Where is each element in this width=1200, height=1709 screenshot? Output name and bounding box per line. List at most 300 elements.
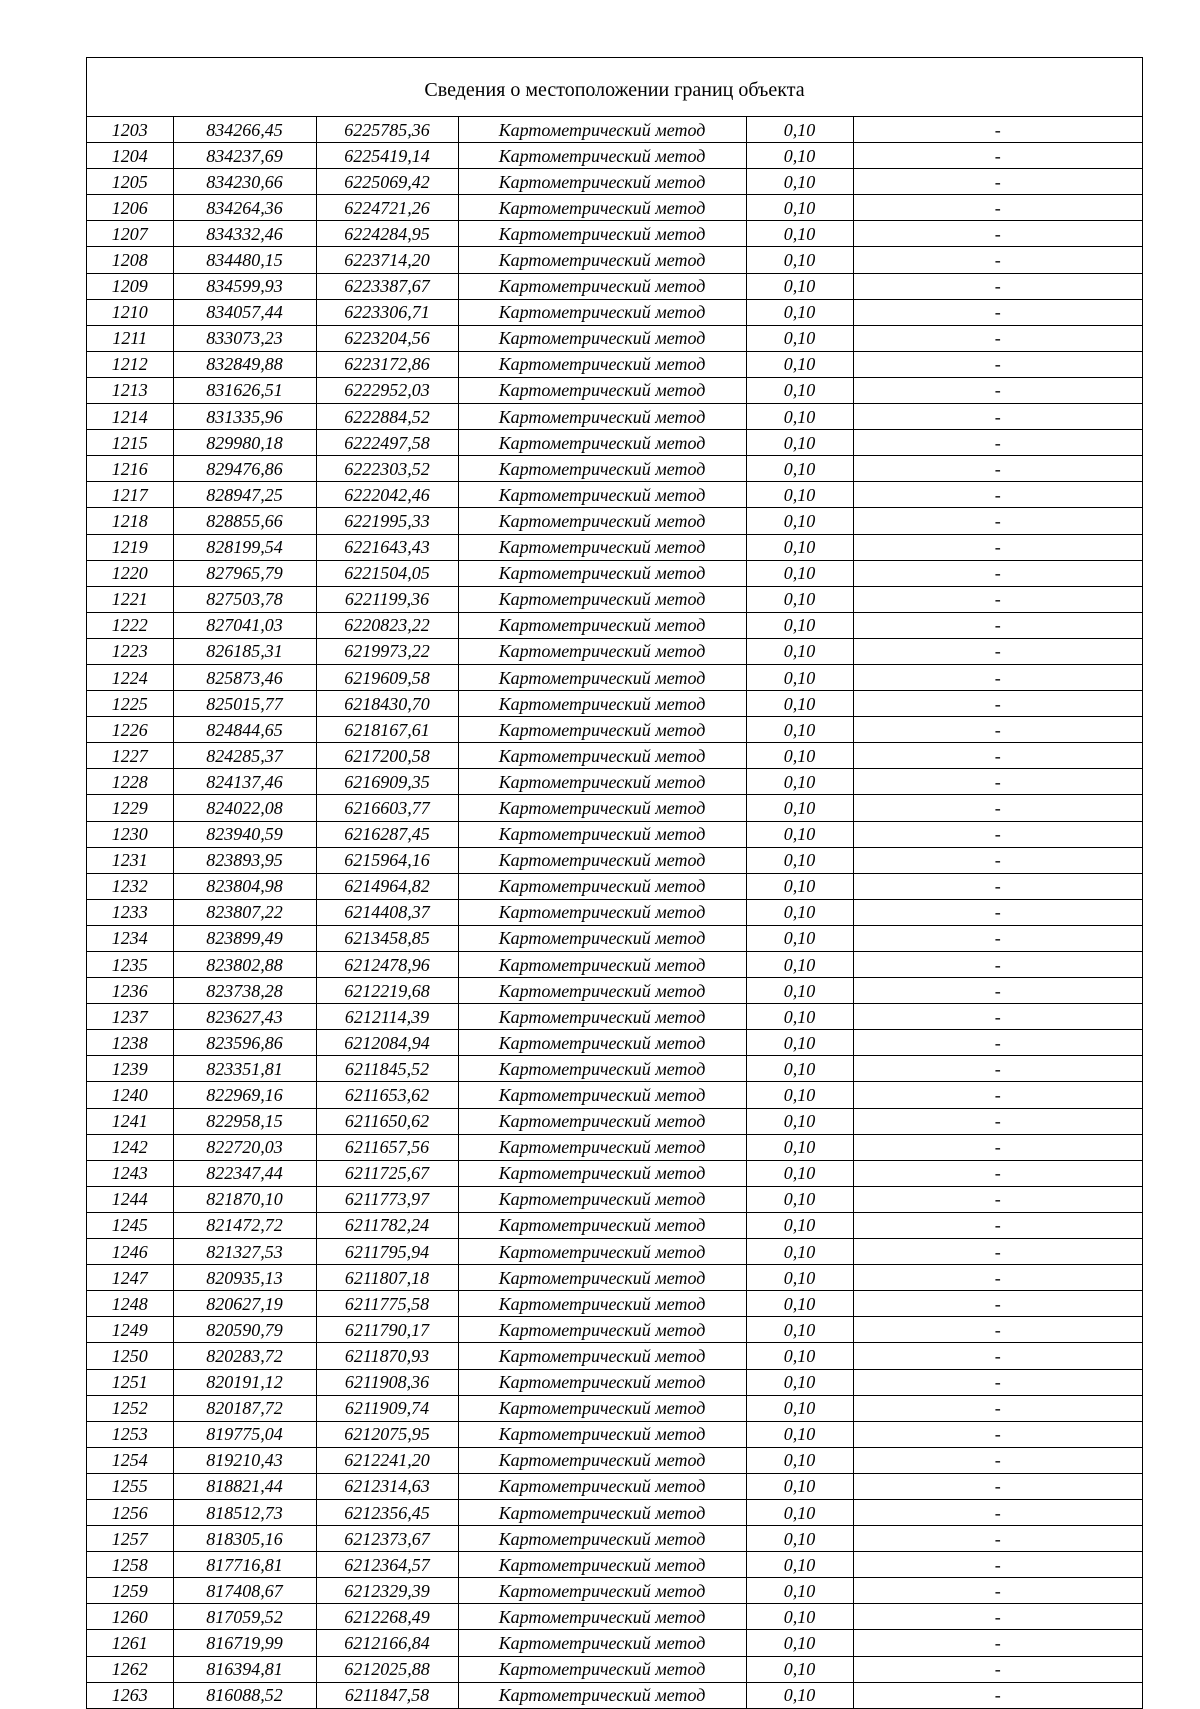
table-row — [87, 1291, 1142, 1317]
table-row — [87, 1030, 1142, 1056]
y-coordinate-cell: 6212114,39 — [316, 1004, 458, 1030]
description-cell: - — [853, 482, 1142, 508]
x-coordinate-cell: 823738,28 — [173, 978, 316, 1004]
method-cell: Картометрический метод — [458, 821, 746, 847]
x-coordinate-cell: 820935,13 — [173, 1265, 316, 1291]
method-cell: Картометрический метод — [458, 1212, 746, 1238]
y-coordinate-cell: 6212166,84 — [316, 1630, 458, 1656]
description-cell: - — [853, 1056, 1142, 1082]
y-coordinate-cell: 6223387,67 — [316, 273, 458, 299]
table-row — [87, 691, 1142, 717]
x-coordinate-cell: 823351,81 — [173, 1056, 316, 1082]
method-cell: Картометрический метод — [458, 1656, 746, 1682]
method-cell: Картометрический метод — [458, 1552, 746, 1578]
point-number-cell: 1205 — [87, 169, 173, 195]
precision-cell: 0,10 — [746, 430, 853, 456]
point-number-cell: 1215 — [87, 430, 173, 456]
table-row — [87, 612, 1142, 638]
point-number-cell: 1221 — [87, 586, 173, 612]
x-coordinate-cell: 823627,43 — [173, 1004, 316, 1030]
precision-cell: 0,10 — [746, 377, 853, 403]
y-coordinate-cell: 6223714,20 — [316, 247, 458, 273]
y-coordinate-cell: 6223306,71 — [316, 299, 458, 325]
precision-cell: 0,10 — [746, 873, 853, 899]
description-cell: - — [853, 273, 1142, 299]
table-row — [87, 1186, 1142, 1212]
precision-cell: 0,10 — [746, 1004, 853, 1030]
x-coordinate-cell: 833073,23 — [173, 325, 316, 351]
y-coordinate-cell: 6212314,63 — [316, 1473, 458, 1499]
table-row — [87, 978, 1142, 1004]
x-coordinate-cell: 824022,08 — [173, 795, 316, 821]
point-number-cell: 1250 — [87, 1343, 173, 1369]
point-number-cell: 1244 — [87, 1186, 173, 1212]
table-row — [87, 1552, 1142, 1578]
description-cell: - — [853, 299, 1142, 325]
description-cell: - — [853, 664, 1142, 690]
y-coordinate-cell: 6217200,58 — [316, 743, 458, 769]
method-cell: Картометрический метод — [458, 169, 746, 195]
table-row — [87, 195, 1142, 221]
x-coordinate-cell: 817716,81 — [173, 1552, 316, 1578]
precision-cell: 0,10 — [746, 1291, 853, 1317]
point-number-cell: 1216 — [87, 456, 173, 482]
method-cell: Картометрический метод — [458, 1343, 746, 1369]
method-cell: Картометрический метод — [458, 325, 746, 351]
description-cell: - — [853, 247, 1142, 273]
x-coordinate-cell: 816719,99 — [173, 1630, 316, 1656]
y-coordinate-cell: 6225419,14 — [316, 143, 458, 169]
table-row — [87, 430, 1142, 456]
x-coordinate-cell: 819210,43 — [173, 1447, 316, 1473]
method-cell: Картометрический метод — [458, 952, 746, 978]
precision-cell: 0,10 — [746, 351, 853, 377]
x-coordinate-cell: 827041,03 — [173, 612, 316, 638]
description-cell: - — [853, 1160, 1142, 1186]
point-number-cell: 1211 — [87, 325, 173, 351]
description-cell: - — [853, 325, 1142, 351]
y-coordinate-cell: 6211657,56 — [316, 1134, 458, 1160]
table-row — [87, 1630, 1142, 1656]
boundary-table-frame — [86, 57, 1143, 1709]
point-number-cell: 1226 — [87, 717, 173, 743]
precision-cell: 0,10 — [746, 482, 853, 508]
method-cell: Картометрический метод — [458, 1421, 746, 1447]
y-coordinate-cell: 6212478,96 — [316, 952, 458, 978]
table-row — [87, 325, 1142, 351]
y-coordinate-cell: 6222497,58 — [316, 430, 458, 456]
precision-cell: 0,10 — [746, 952, 853, 978]
point-number-cell: 1242 — [87, 1134, 173, 1160]
method-cell: Картометрический метод — [458, 534, 746, 560]
x-coordinate-cell: 820191,12 — [173, 1369, 316, 1395]
description-cell: - — [853, 1499, 1142, 1525]
description-cell: - — [853, 508, 1142, 534]
table-row — [87, 117, 1142, 143]
y-coordinate-cell: 6223172,86 — [316, 351, 458, 377]
table-row — [87, 404, 1142, 430]
table-row — [87, 1369, 1142, 1395]
point-number-cell: 1228 — [87, 769, 173, 795]
precision-cell: 0,10 — [746, 1578, 853, 1604]
description-cell: - — [853, 952, 1142, 978]
description-cell: - — [853, 1421, 1142, 1447]
point-number-cell: 1233 — [87, 899, 173, 925]
x-coordinate-cell: 823596,86 — [173, 1030, 316, 1056]
point-number-cell: 1235 — [87, 952, 173, 978]
description-cell: - — [853, 1630, 1142, 1656]
table-row — [87, 847, 1142, 873]
description-cell: - — [853, 717, 1142, 743]
table-row — [87, 1239, 1142, 1265]
precision-cell: 0,10 — [746, 534, 853, 560]
method-cell: Картометрический метод — [458, 273, 746, 299]
description-cell: - — [853, 1082, 1142, 1108]
description-cell: - — [853, 925, 1142, 951]
description-cell: - — [853, 821, 1142, 847]
table-row — [87, 1212, 1142, 1238]
table-row — [87, 1499, 1142, 1525]
method-cell: Картометрический метод — [458, 221, 746, 247]
y-coordinate-cell: 6219973,22 — [316, 638, 458, 664]
method-cell: Картометрический метод — [458, 743, 746, 769]
point-number-cell: 1234 — [87, 925, 173, 951]
precision-cell: 0,10 — [746, 560, 853, 586]
method-cell: Картометрический метод — [458, 691, 746, 717]
y-coordinate-cell: 6211773,97 — [316, 1186, 458, 1212]
table-row — [87, 1526, 1142, 1552]
method-cell: Картометрический метод — [458, 664, 746, 690]
precision-cell: 0,10 — [746, 1421, 853, 1447]
precision-cell: 0,10 — [746, 1682, 853, 1708]
y-coordinate-cell: 6216603,77 — [316, 795, 458, 821]
method-cell: Картометрический метод — [458, 1604, 746, 1630]
table-row — [87, 1421, 1142, 1447]
description-cell: - — [853, 1030, 1142, 1056]
coordinates-table-body — [87, 117, 1142, 1708]
x-coordinate-cell: 834599,93 — [173, 273, 316, 299]
x-coordinate-cell: 823893,95 — [173, 847, 316, 873]
point-number-cell: 1213 — [87, 377, 173, 403]
description-cell: - — [853, 691, 1142, 717]
table-row — [87, 1108, 1142, 1134]
y-coordinate-cell: 6222884,52 — [316, 404, 458, 430]
table-row — [87, 821, 1142, 847]
table-row — [87, 743, 1142, 769]
description-cell: - — [853, 1395, 1142, 1421]
table-row — [87, 482, 1142, 508]
table-row — [87, 534, 1142, 560]
precision-cell: 0,10 — [746, 717, 853, 743]
x-coordinate-cell: 822347,44 — [173, 1160, 316, 1186]
x-coordinate-cell: 822958,15 — [173, 1108, 316, 1134]
table-row — [87, 1447, 1142, 1473]
x-coordinate-cell: 823940,59 — [173, 821, 316, 847]
table-row — [87, 1604, 1142, 1630]
table-row — [87, 143, 1142, 169]
y-coordinate-cell: 6221504,05 — [316, 560, 458, 586]
table-row — [87, 664, 1142, 690]
precision-cell: 0,10 — [746, 1552, 853, 1578]
point-number-cell: 1240 — [87, 1082, 173, 1108]
description-cell: - — [853, 143, 1142, 169]
table-row — [87, 1317, 1142, 1343]
method-cell: Картометрический метод — [458, 1578, 746, 1604]
x-coordinate-cell: 823802,88 — [173, 952, 316, 978]
point-number-cell: 1257 — [87, 1526, 173, 1552]
y-coordinate-cell: 6211908,36 — [316, 1369, 458, 1395]
table-row — [87, 299, 1142, 325]
precision-cell: 0,10 — [746, 1526, 853, 1552]
method-cell: Картометрический метод — [458, 638, 746, 664]
y-coordinate-cell: 6212219,68 — [316, 978, 458, 1004]
y-coordinate-cell: 6212329,39 — [316, 1578, 458, 1604]
x-coordinate-cell: 826185,31 — [173, 638, 316, 664]
precision-cell: 0,10 — [746, 1186, 853, 1212]
description-cell: - — [853, 169, 1142, 195]
precision-cell: 0,10 — [746, 1473, 853, 1499]
precision-cell: 0,10 — [746, 1056, 853, 1082]
y-coordinate-cell: 6214408,37 — [316, 899, 458, 925]
precision-cell: 0,10 — [746, 456, 853, 482]
precision-cell: 0,10 — [746, 1317, 853, 1343]
precision-cell: 0,10 — [746, 612, 853, 638]
table-row — [87, 1656, 1142, 1682]
y-coordinate-cell: 6211725,67 — [316, 1160, 458, 1186]
description-cell: - — [853, 1212, 1142, 1238]
x-coordinate-cell: 818305,16 — [173, 1526, 316, 1552]
point-number-cell: 1217 — [87, 482, 173, 508]
y-coordinate-cell: 6212084,94 — [316, 1030, 458, 1056]
method-cell: Картометрический метод — [458, 925, 746, 951]
table-row — [87, 1578, 1142, 1604]
description-cell: - — [853, 1239, 1142, 1265]
method-cell: Картометрический метод — [458, 299, 746, 325]
precision-cell: 0,10 — [746, 1082, 853, 1108]
x-coordinate-cell: 819775,04 — [173, 1421, 316, 1447]
description-cell: - — [853, 1343, 1142, 1369]
description-cell: - — [853, 430, 1142, 456]
precision-cell: 0,10 — [746, 273, 853, 299]
method-cell: Картометрический метод — [458, 873, 746, 899]
point-number-cell: 1204 — [87, 143, 173, 169]
y-coordinate-cell: 6218167,61 — [316, 717, 458, 743]
precision-cell: 0,10 — [746, 847, 853, 873]
x-coordinate-cell: 821327,53 — [173, 1239, 316, 1265]
precision-cell: 0,10 — [746, 1604, 853, 1630]
point-number-cell: 1255 — [87, 1473, 173, 1499]
description-cell: - — [853, 1108, 1142, 1134]
x-coordinate-cell: 829980,18 — [173, 430, 316, 456]
description-cell: - — [853, 1369, 1142, 1395]
y-coordinate-cell: 6221643,43 — [316, 534, 458, 560]
point-number-cell: 1220 — [87, 560, 173, 586]
x-coordinate-cell: 834480,15 — [173, 247, 316, 273]
method-cell: Картометрический метод — [458, 899, 746, 925]
method-cell: Картометрический метод — [458, 1447, 746, 1473]
description-cell: - — [853, 1526, 1142, 1552]
x-coordinate-cell: 820627,19 — [173, 1291, 316, 1317]
y-coordinate-cell: 6222952,03 — [316, 377, 458, 403]
x-coordinate-cell: 827965,79 — [173, 560, 316, 586]
point-number-cell: 1227 — [87, 743, 173, 769]
precision-cell: 0,10 — [746, 1108, 853, 1134]
table-row — [87, 560, 1142, 586]
precision-cell: 0,10 — [746, 404, 853, 430]
description-cell: - — [853, 638, 1142, 664]
description-cell: - — [853, 1473, 1142, 1499]
description-cell: - — [853, 117, 1142, 143]
method-cell: Картометрический метод — [458, 717, 746, 743]
table-row — [87, 638, 1142, 664]
method-cell: Картометрический метод — [458, 1499, 746, 1525]
y-coordinate-cell: 6222303,52 — [316, 456, 458, 482]
method-cell: Картометрический метод — [458, 1291, 746, 1317]
x-coordinate-cell: 817059,52 — [173, 1604, 316, 1630]
method-cell: Картометрический метод — [458, 117, 746, 143]
precision-cell: 0,10 — [746, 508, 853, 534]
x-coordinate-cell: 825873,46 — [173, 664, 316, 690]
table-row — [87, 1082, 1142, 1108]
description-cell: - — [853, 978, 1142, 1004]
table-row — [87, 1473, 1142, 1499]
table-row — [87, 1004, 1142, 1030]
y-coordinate-cell: 6212075,95 — [316, 1421, 458, 1447]
method-cell: Картометрический метод — [458, 1317, 746, 1343]
table-row — [87, 247, 1142, 273]
point-number-cell: 1241 — [87, 1108, 173, 1134]
y-coordinate-cell: 6211790,17 — [316, 1317, 458, 1343]
x-coordinate-cell: 834230,66 — [173, 169, 316, 195]
y-coordinate-cell: 6213458,85 — [316, 925, 458, 951]
precision-cell: 0,10 — [746, 325, 853, 351]
x-coordinate-cell: 822720,03 — [173, 1134, 316, 1160]
description-cell: - — [853, 769, 1142, 795]
x-coordinate-cell: 828199,54 — [173, 534, 316, 560]
description-cell: - — [853, 1265, 1142, 1291]
table-row — [87, 1682, 1142, 1708]
table-row — [87, 1395, 1142, 1421]
y-coordinate-cell: 6221199,36 — [316, 586, 458, 612]
point-number-cell: 1237 — [87, 1004, 173, 1030]
precision-cell: 0,10 — [746, 169, 853, 195]
x-coordinate-cell: 820590,79 — [173, 1317, 316, 1343]
description-cell: - — [853, 1604, 1142, 1630]
y-coordinate-cell: 6220823,22 — [316, 612, 458, 638]
point-number-cell: 1231 — [87, 847, 173, 873]
y-coordinate-cell: 6216287,45 — [316, 821, 458, 847]
x-coordinate-cell: 828855,66 — [173, 508, 316, 534]
precision-cell: 0,10 — [746, 1447, 853, 1473]
precision-cell: 0,10 — [746, 1160, 853, 1186]
description-cell: - — [853, 195, 1142, 221]
point-number-cell: 1249 — [87, 1317, 173, 1343]
x-coordinate-cell: 831335,96 — [173, 404, 316, 430]
point-number-cell: 1208 — [87, 247, 173, 273]
point-number-cell: 1258 — [87, 1552, 173, 1578]
method-cell: Картометрический метод — [458, 1186, 746, 1212]
precision-cell: 0,10 — [746, 691, 853, 717]
table-row — [87, 456, 1142, 482]
description-cell: - — [853, 1578, 1142, 1604]
x-coordinate-cell: 824137,46 — [173, 769, 316, 795]
description-cell: - — [853, 1656, 1142, 1682]
y-coordinate-cell: 6225069,42 — [316, 169, 458, 195]
point-number-cell: 1209 — [87, 273, 173, 299]
point-number-cell: 1253 — [87, 1421, 173, 1447]
method-cell: Картометрический метод — [458, 1526, 746, 1552]
precision-cell: 0,10 — [746, 1134, 853, 1160]
x-coordinate-cell: 822969,16 — [173, 1082, 316, 1108]
precision-cell: 0,10 — [746, 769, 853, 795]
y-coordinate-cell: 6212373,67 — [316, 1526, 458, 1552]
description-cell: - — [853, 351, 1142, 377]
x-coordinate-cell: 818512,73 — [173, 1499, 316, 1525]
coordinates-table — [87, 117, 1142, 1708]
method-cell: Картометрический метод — [458, 1473, 746, 1499]
table-row — [87, 351, 1142, 377]
y-coordinate-cell: 6211807,18 — [316, 1265, 458, 1291]
description-cell: - — [853, 586, 1142, 612]
y-coordinate-cell: 6219609,58 — [316, 664, 458, 690]
point-number-cell: 1214 — [87, 404, 173, 430]
table-row — [87, 952, 1142, 978]
x-coordinate-cell: 832849,88 — [173, 351, 316, 377]
precision-cell: 0,10 — [746, 299, 853, 325]
point-number-cell: 1261 — [87, 1630, 173, 1656]
point-number-cell: 1251 — [87, 1369, 173, 1395]
table-row — [87, 273, 1142, 299]
precision-cell: 0,10 — [746, 664, 853, 690]
x-coordinate-cell: 816088,52 — [173, 1682, 316, 1708]
x-coordinate-cell: 823804,98 — [173, 873, 316, 899]
y-coordinate-cell: 6216909,35 — [316, 769, 458, 795]
method-cell: Картометрический метод — [458, 430, 746, 456]
y-coordinate-cell: 6211653,62 — [316, 1082, 458, 1108]
description-cell: - — [853, 1682, 1142, 1708]
point-number-cell: 1256 — [87, 1499, 173, 1525]
x-coordinate-cell: 821472,72 — [173, 1212, 316, 1238]
description-cell: - — [853, 1291, 1142, 1317]
method-cell: Картометрический метод — [458, 1265, 746, 1291]
precision-cell: 0,10 — [746, 1499, 853, 1525]
point-number-cell: 1218 — [87, 508, 173, 534]
y-coordinate-cell: 6212241,20 — [316, 1447, 458, 1473]
x-coordinate-cell: 824844,65 — [173, 717, 316, 743]
y-coordinate-cell: 6211650,62 — [316, 1108, 458, 1134]
point-number-cell: 1262 — [87, 1656, 173, 1682]
point-number-cell: 1247 — [87, 1265, 173, 1291]
x-coordinate-cell: 824285,37 — [173, 743, 316, 769]
method-cell: Картометрический метод — [458, 586, 746, 612]
precision-cell: 0,10 — [746, 638, 853, 664]
point-number-cell: 1206 — [87, 195, 173, 221]
y-coordinate-cell: 6211782,24 — [316, 1212, 458, 1238]
x-coordinate-cell: 820187,72 — [173, 1395, 316, 1421]
precision-cell: 0,10 — [746, 1212, 853, 1238]
method-cell: Картометрический метод — [458, 795, 746, 821]
table-row — [87, 899, 1142, 925]
description-cell: - — [853, 377, 1142, 403]
precision-cell: 0,10 — [746, 1656, 853, 1682]
precision-cell: 0,10 — [746, 1369, 853, 1395]
precision-cell: 0,10 — [746, 586, 853, 612]
point-number-cell: 1229 — [87, 795, 173, 821]
x-coordinate-cell: 831626,51 — [173, 377, 316, 403]
y-coordinate-cell: 6211845,52 — [316, 1056, 458, 1082]
x-coordinate-cell: 825015,77 — [173, 691, 316, 717]
point-number-cell: 1232 — [87, 873, 173, 899]
